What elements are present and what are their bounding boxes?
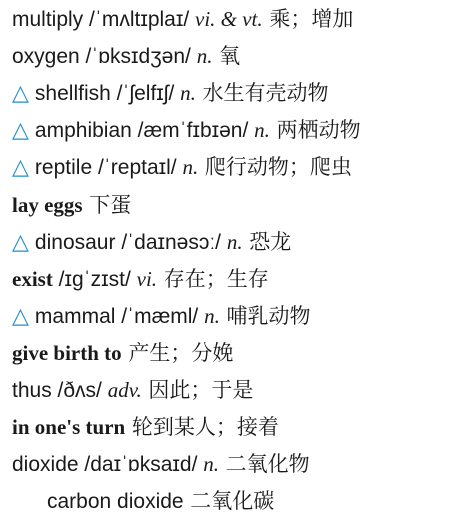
chinese-gloss: 因此；于是	[141, 378, 254, 402]
headword: lay eggs	[12, 192, 83, 217]
headword: shellfish	[34, 82, 111, 106]
headword: reptile	[34, 156, 93, 180]
phonetic: /ˈreptaɪl/	[92, 156, 183, 180]
part-of-speech: n.	[204, 303, 220, 328]
phonetic: /æmˈfɪbɪən/	[131, 119, 255, 143]
chinese-gloss: 爬行动物；爬虫	[198, 155, 352, 180]
phonetic: /daɪˈɒksaɪd/	[78, 453, 204, 477]
vocab-entry	[12, 262, 269, 296]
phonetic: /ˈʃelfɪʃ/	[110, 82, 181, 106]
vocab-entry	[12, 410, 279, 444]
chinese-gloss: 存在；生存	[157, 266, 269, 291]
headword: multiply	[12, 8, 84, 31]
vocab-entry	[12, 2, 353, 36]
part-of-speech: adv.	[107, 378, 142, 402]
part-of-speech: n.	[180, 81, 196, 106]
triangle-marker-icon: △	[12, 81, 29, 107]
chinese-gloss: 下蛋	[82, 192, 132, 217]
part-of-speech: n.	[254, 118, 270, 143]
phonetic: /ˈmʌltɪplaɪ/	[83, 8, 195, 31]
vocab-entry	[12, 76, 329, 110]
headword: in one's turn	[12, 415, 126, 440]
part-of-speech: vi. & vt.	[195, 7, 263, 31]
part-of-speech: n.	[182, 155, 199, 180]
vocab-entry	[12, 39, 240, 73]
headword: thus	[12, 379, 52, 402]
headword: oxygen	[12, 45, 80, 69]
chinese-gloss: 哺乳动物	[219, 303, 311, 328]
chinese-gloss: 氧	[212, 44, 241, 69]
chinese-gloss: 产生；分娩	[121, 340, 234, 365]
part-of-speech: n.	[196, 44, 213, 69]
part-of-speech: n.	[203, 452, 219, 477]
phonetic: /ˈɒksɪdʒən/	[79, 45, 197, 69]
vocab-entry	[12, 299, 311, 333]
vocab-entry	[12, 336, 233, 370]
triangle-marker-icon: △	[12, 303, 29, 329]
phonetic: /ˈdaɪnəsɔː/	[115, 230, 227, 254]
vocab-entry	[12, 188, 131, 222]
vocab-entry	[12, 225, 291, 259]
headword: amphibian	[34, 119, 132, 143]
headword: give birth to	[12, 340, 122, 365]
part-of-speech: n.	[226, 229, 243, 254]
chinese-gloss: 二氧化物	[219, 452, 310, 477]
chinese-gloss: 轮到某人；接着	[125, 415, 279, 440]
headword: mammal	[34, 304, 116, 328]
part-of-speech: vi.	[136, 266, 158, 291]
triangle-marker-icon: △	[12, 118, 29, 144]
vocab-entry	[12, 150, 352, 184]
chinese-gloss: 水生有壳动物	[195, 81, 329, 106]
vocab-entry	[12, 447, 310, 481]
vocab-entry	[12, 113, 361, 147]
triangle-marker-icon: △	[12, 229, 29, 255]
chinese-gloss: 二氧化碳	[183, 489, 275, 514]
headword: dinosaur	[34, 230, 116, 254]
chinese-gloss: 乘；增加	[262, 7, 354, 31]
phonetic: /ɪɡˈzɪst/	[52, 267, 137, 291]
chinese-gloss: 恐龙	[242, 229, 292, 254]
phonetic: /ˈmæml/	[115, 304, 205, 328]
triangle-marker-icon: △	[12, 155, 29, 181]
headword: carbon dioxide	[47, 490, 184, 514]
headword: dioxide	[12, 453, 79, 477]
headword: exist	[12, 266, 53, 291]
chinese-gloss: 两栖动物	[269, 118, 361, 143]
vocab-entry	[12, 373, 253, 407]
vocab-entry	[47, 484, 274, 518]
phonetic: /ðʌs/	[51, 379, 108, 402]
